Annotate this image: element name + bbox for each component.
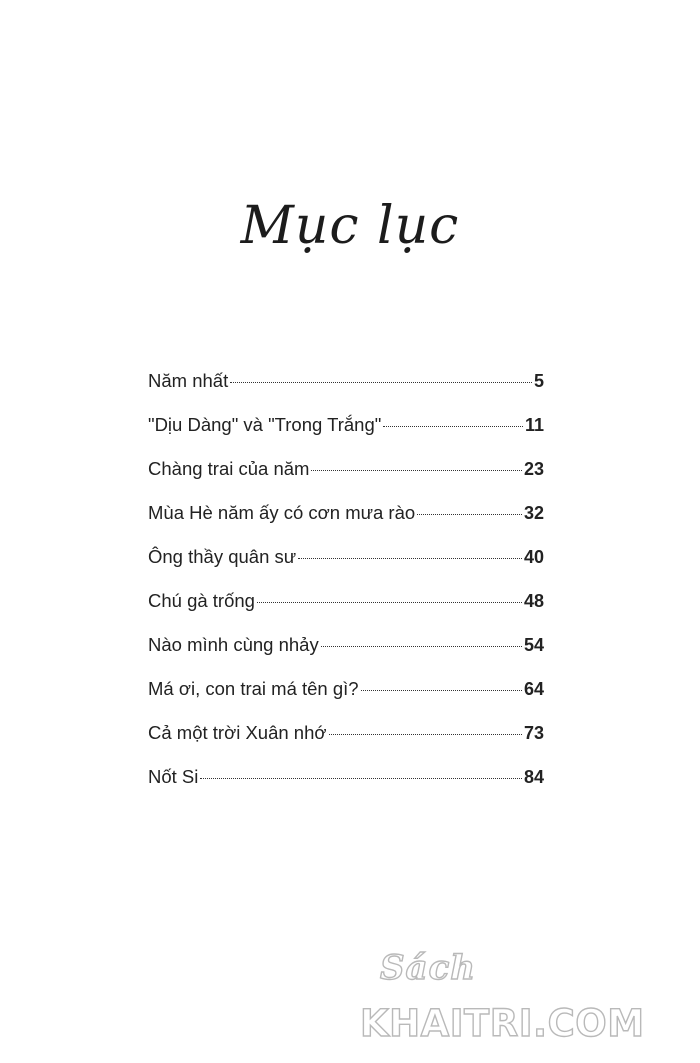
- toc-entry-page-number: 64: [523, 679, 544, 699]
- dot-leader: [311, 470, 522, 471]
- watermark-logo: [360, 948, 690, 1058]
- toc-entry[interactable]: [148, 722, 544, 766]
- toc-entry[interactable]: [148, 370, 544, 414]
- toc-entry-title: Ông thầy quân sư: [148, 546, 297, 567]
- toc-entry-title: Cả một trời Xuân nhớ: [148, 722, 327, 743]
- toc-entry-page-number: 32: [523, 503, 544, 523]
- dot-leader: [230, 382, 532, 383]
- toc-entry-page-number: 23: [523, 459, 544, 479]
- toc-entry-page-number: 11: [524, 415, 544, 435]
- toc-entry[interactable]: [148, 678, 544, 722]
- page-title: Mục lục: [240, 196, 460, 256]
- toc-entry[interactable]: [148, 458, 544, 502]
- dot-leader: [417, 514, 522, 515]
- toc-entry-page-number: 54: [523, 635, 544, 655]
- toc-entry-page-number: 5: [533, 371, 544, 391]
- toc-entry-title: Chàng trai của năm: [148, 458, 310, 479]
- toc-entry-title: Nốt Si: [148, 766, 199, 787]
- toc-entry-title: Nào mình cùng nhảy: [148, 634, 319, 655]
- toc-entry[interactable]: [148, 502, 544, 546]
- watermark-brand-text: KHAITRI.COM: [360, 1002, 645, 1045]
- toc-entry[interactable]: [148, 766, 544, 810]
- toc-entry-title: "Dịu Dàng" và "Trong Trắng": [148, 414, 382, 435]
- dot-leader: [257, 602, 522, 603]
- toc-entry-page-number: 73: [523, 723, 544, 743]
- toc-entry-title: Năm nhất: [148, 370, 229, 391]
- toc-entry[interactable]: [148, 634, 544, 678]
- dot-leader: [383, 426, 523, 427]
- watermark-script-text: Sách: [380, 948, 477, 988]
- toc-entry-page-number: 40: [523, 547, 544, 567]
- toc-entry-title: Má ơi, con trai má tên gì?: [148, 678, 359, 699]
- dot-leader: [329, 734, 522, 735]
- table-of-contents: [148, 370, 544, 810]
- toc-entry-title: Chú gà trống: [148, 590, 255, 611]
- toc-entry-page-number: 48: [523, 591, 544, 611]
- dot-leader: [298, 558, 522, 559]
- toc-entry[interactable]: [148, 546, 544, 590]
- dot-leader: [361, 690, 522, 691]
- toc-entry-title: Mùa Hè năm ấy có cơn mưa rào: [148, 502, 416, 523]
- dot-leader: [321, 646, 522, 647]
- toc-entry[interactable]: [148, 590, 544, 634]
- dot-leader: [200, 778, 522, 779]
- toc-entry-page-number: 84: [523, 767, 544, 787]
- toc-entry[interactable]: [148, 414, 544, 458]
